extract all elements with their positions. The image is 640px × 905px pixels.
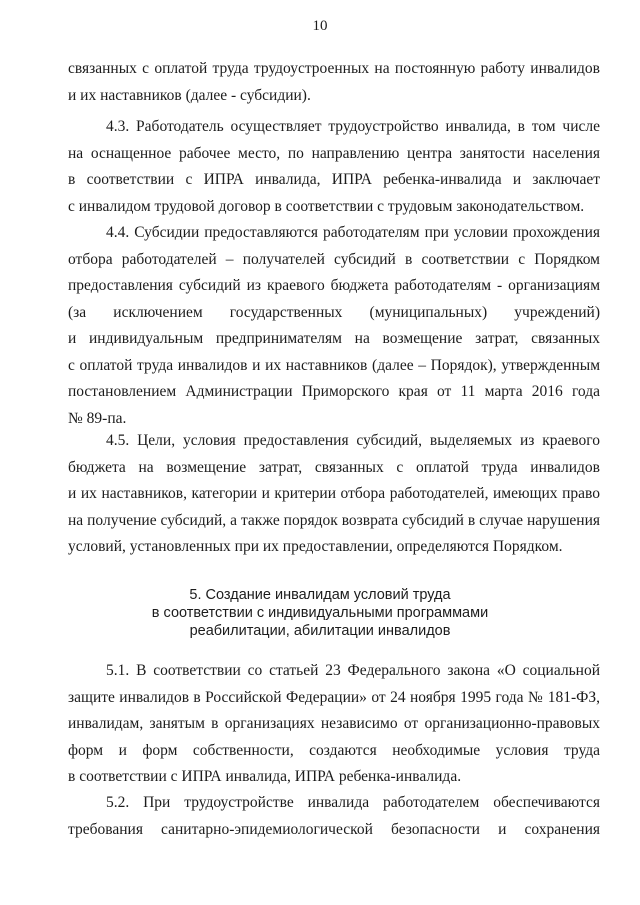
text-line: форм и форм собственности, создаются необходимые условия труда [68, 741, 600, 759]
paragraph-4-5 [68, 428, 600, 561]
text-line: на оснащенное рабочее место, по направлению центра занятости населения [68, 144, 600, 162]
text-line: на получение субсидий, а также порядок возврата субсидий в случае нарушения [68, 511, 600, 529]
text-line: требования санитарно-эпидемиологической безопасности и сохранения [68, 820, 600, 838]
text-line: с оплатой труда инвалидов и их наставников (далее – Порядок), утвержденным [68, 356, 600, 374]
text-line: (за исключением государственных (муниципальных) учреждений) [68, 303, 600, 321]
text-line: инвалидам, занятым в организациях независимо от организационно-правовых [68, 715, 600, 732]
text-line: в соответствии с ИПРА инвалида, ИПРА ребенка-инвалида и заключает [68, 171, 600, 188]
text-line: связанных с оплатой труда трудоустроенных на постоянную работу инвалидов [68, 60, 600, 77]
text-line: отбора работодателей – получателей субсидий в соответствии с Порядком [68, 250, 600, 268]
section-5-heading [0, 586, 640, 640]
heading-line: 5. Создание инвалидам условий труда [189, 587, 451, 603]
text-line: 4.3. Работодатель осуществляет трудоустройство инвалида, в том числе [106, 118, 600, 135]
text-line: в соответствии с ИПРА инвалида, ИПРА ребенка-инвалида. [68, 768, 462, 785]
text-line: 4.5. Цели, условия предоставления субсидий, выделяемых из краевого [106, 432, 600, 449]
heading-line: в соответствии с индивидуальными программами [151, 605, 489, 621]
text-line: бюджета на возмещение затрат, связанных с оплатой труда инвалидов [68, 458, 600, 476]
text-line: постановлением Администрации Приморского края от 11 марта 2016 года [68, 383, 600, 400]
paragraph-4-3 [68, 114, 600, 220]
text-line: и их наставников, категории и критерии отбора работодателей, имеющих право [68, 485, 600, 502]
text-line: предоставления субсидий из краевого бюджета работодателям - организациям [68, 277, 600, 294]
paragraph-4-4 [68, 220, 600, 432]
text-line: № 89-па. [68, 409, 127, 427]
continuation-paragraph [68, 56, 600, 109]
text-line: 5.2. При трудоустройстве инвалида работодателем обеспечиваются [106, 794, 600, 811]
text-line: с инвалидом трудовой договор в соответствии с трудовым законодательством. [68, 197, 585, 215]
page-number: 10 [312, 18, 328, 34]
text-line: условий, установленных при их предоставлении, определяются Порядком. [68, 538, 563, 555]
text-line: и индивидуальным предпринимателям на возмещение затрат, связанных [68, 330, 600, 347]
text-line: защите инвалидов в Российской Федерации» от 24 ноября 1995 года № 181-ФЗ, [68, 688, 600, 706]
text-line: и их наставников (далее - субсидии). [68, 86, 311, 104]
paragraph-5-2 [68, 790, 600, 843]
paragraph-5-1 [68, 658, 600, 791]
text-line: 5.1. В соответствии со статьей 23 Федерального закона «О социальной [106, 662, 600, 679]
text-line: 4.4. Субсидии предоставляются работодателям при условии прохождения [106, 224, 600, 241]
heading-line: реабилитации, абилитации инвалидов [189, 623, 451, 639]
